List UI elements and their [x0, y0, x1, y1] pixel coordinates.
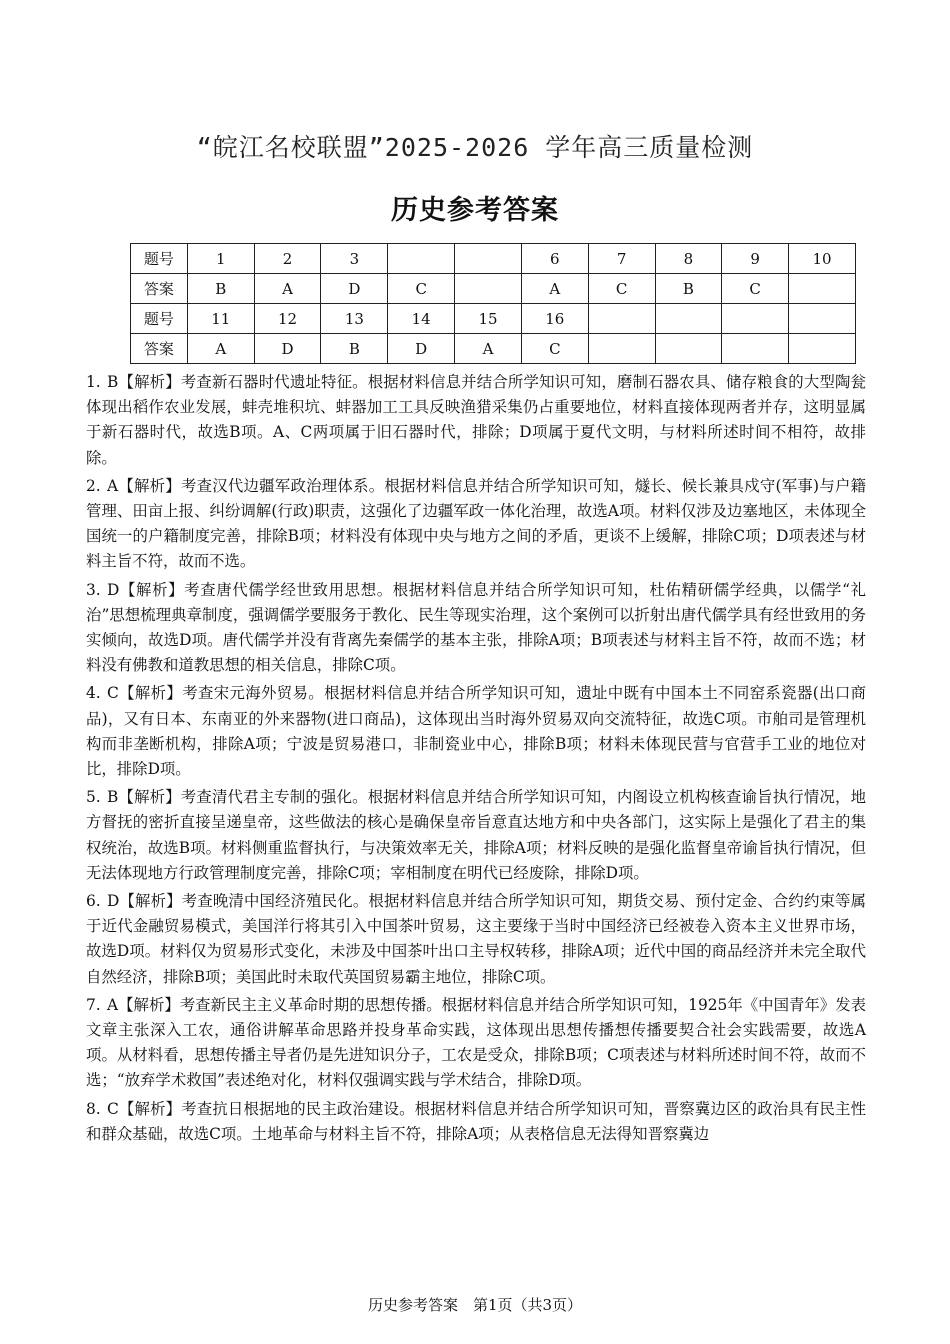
table-cell: 13	[321, 304, 388, 334]
table-row-header: 题号	[131, 244, 188, 274]
table-cell	[588, 334, 655, 364]
explanation-item	[86, 1097, 866, 1147]
explanation-number: 1.	[86, 373, 101, 391]
table-row	[131, 304, 856, 334]
table-row	[131, 244, 856, 274]
table-cell: D	[254, 334, 321, 364]
table-cell	[722, 304, 789, 334]
explanation-number: 5.	[86, 788, 101, 807]
table-cell	[588, 304, 655, 334]
table-cell: 11	[187, 304, 254, 334]
explanation-number: 2.	[86, 476, 101, 495]
explanation-number: 4.	[86, 684, 101, 703]
table-cell: A	[455, 334, 522, 364]
table-cell: B	[321, 334, 388, 364]
explanation-item	[86, 785, 866, 886]
explanation-item	[86, 578, 866, 679]
document-title: 历史参考答案	[391, 195, 559, 226]
table-cell: 14	[388, 304, 455, 334]
explanation-text: A【解析】考查新民主主义革命时期的思想传播。根据材料信息并结合所学知识可知，1925年《中国青年》发表文章主张深入工农，通俗讲解革命思路并投身革命实践，这体现出思想传播想传播要契合社会实践需要，故选A项。从材料看，思想传播主导者仍是先进知识分子，工农是受众，排除B项；C项表述与材料所述时间不符，故而不选；“放弃学术救国”表述绝对化，材料仅强调实践与学术结合，排除D项。	[86, 995, 866, 1090]
table-cell	[789, 274, 856, 304]
table-cell	[455, 274, 522, 304]
explanation-text: B【解析】考查清代君主专制的强化。根据材料信息并结合所学知识可知，内阁设立机构核查谕旨执行情况，地方督抚的密折直接呈递皇帝，这些做法的核心是确保皇帝旨意直达地方和中央各部门，这实际上是强化了君主的集权统治，故选B项。材料侧重监督执行，与决策效率无关，排除A项；材料反映的是强化监督皇帝谕旨执行情况，但无法体现地方行政管理制度完善，排除C项；宰相制度在明代已经废除，排除D项。	[86, 788, 866, 882]
exam-header-title: “皖江名校联盟”2025-2026 学年高三质量检测	[196, 133, 754, 162]
table-cell	[655, 304, 722, 334]
explanation-text: D【解析】考查唐代儒学经世致用思想。根据材料信息并结合所学知识可知，杜佑精研儒学经典，以儒学“礼治”思想梳理典章制度，强调儒学要服务于教化、民生等现实治理，这个案例可以折射出唐代儒学具有经世致用的务实倾向，故选D项。唐代儒学并没有背离先秦儒学的基本主张，排除A项；B项表述与材料主旨不符，故而不选；材料没有佛教和道教思想的相关信息，排除C项。	[86, 580, 866, 675]
table-row	[131, 274, 856, 304]
explanation-text: B【解析】考查新石器时代遗址特征。根据材料信息并结合所学知识可知，磨制石器农具、储存粮食的大型陶瓮体现出稻作农业发展，蚌壳堆积坑、蚌器加工工具反映渔猎采集仍占重要地位，材料直接体现两者并存，这明显属于新石器时代，故选B项。A、C两项属于旧石器时代，排除；D项属于夏代文明，与材料所述时间不相符，故排除。	[86, 373, 866, 467]
table-cell: 10	[789, 244, 856, 274]
explanation-number: 7.	[86, 995, 101, 1014]
table-cell	[789, 304, 856, 334]
table-cell: 7	[588, 244, 655, 274]
table-row	[131, 334, 856, 364]
table-cell: C	[588, 274, 655, 304]
table-cell: A	[521, 274, 588, 304]
table-cell: 9	[722, 244, 789, 274]
table-cell	[455, 244, 522, 274]
table-cell: 1	[187, 244, 254, 274]
explanation-text: A【解析】考查汉代边疆军政治理体系。根据材料信息并结合所学知识可知，燧长、候长兼具戍守(军事)与户籍管理、田亩上报、纠纷调解(行政)职责，这强化了边疆军政一体化治理，故选A项。材料仅涉及边塞地区，未体现全国统一的户籍制度完善，排除B项；材料没有体现中央与地方之间的矛盾，更谈不上缓解，排除C项；D项表述与材料主旨不符，故而不选。	[86, 476, 866, 571]
explanation-item	[86, 889, 866, 990]
explanation-number: 6.	[86, 892, 101, 911]
table-cell: D	[321, 274, 388, 304]
table-cell	[789, 334, 856, 364]
table-cell	[388, 244, 455, 274]
table-cell	[722, 334, 789, 364]
table-cell: 15	[455, 304, 522, 334]
table-cell: 8	[655, 244, 722, 274]
table-cell: 3	[321, 244, 388, 274]
explanation-text: C【解析】考查宋元海外贸易。根据材料信息并结合所学知识可知，遗址中既有中国本土不同窑系瓷器(出口商品)，又有日本、东南亚的外来器物(进口商品)，这体现出当时海外贸易双向交流特征，故选C项。市舶司是管理机构而非垄断机构，排除A项；宁波是贸易港口，非制瓷业中心，排除B项；材料未体现民营与官营手工业的地位对比，排除D项。	[86, 684, 866, 779]
table-cell	[655, 334, 722, 364]
explanation-item	[86, 993, 866, 1094]
explanation-item	[86, 681, 866, 782]
page-footer: 历史参考答案 第1页（共3页）	[367, 1296, 583, 1314]
explanation-text: C【解析】考查抗日根据地的民主政治建设。根据材料信息并结合所学知识可知，晋察冀边区的政治具有民主性和群众基础，故选C项。土地革命与材料主旨不符，排除A项；从表格信息无法得知晋察冀边	[86, 1099, 866, 1143]
table-row-header: 答案	[131, 334, 188, 364]
explanation-number: 8.	[86, 1099, 101, 1118]
table-cell: A	[254, 274, 321, 304]
table-cell: A	[187, 334, 254, 364]
explanations-list	[86, 370, 866, 1150]
table-cell: C	[722, 274, 789, 304]
table-cell: D	[388, 334, 455, 364]
table-cell: B	[187, 274, 254, 304]
table-cell: C	[388, 274, 455, 304]
table-cell: C	[521, 334, 588, 364]
table-row-header: 答案	[131, 274, 188, 304]
table-cell: 2	[254, 244, 321, 274]
table-cell: 12	[254, 304, 321, 334]
table-cell: 16	[521, 304, 588, 334]
table-cell: B	[655, 274, 722, 304]
explanation-item	[86, 370, 866, 471]
explanation-number: 3.	[86, 580, 101, 599]
table-row-header: 题号	[131, 304, 188, 334]
explanation-text: D【解析】考查晚清中国经济殖民化。根据材料信息并结合所学知识可知，期货交易、预付定金、合约约束等属于近代金融贸易模式，美国洋行将其引入中国茶叶贸易，这主要缘于当时中国经济已经被卷入资本主义世界市场，故选D项。材料仅为贸易形式变化，未涉及中国茶叶出口主导权转移，排除A项；近代中国的商品经济并未完全取代自然经济，排除B项；美国此时未取代英国贸易霸主地位，排除C项。	[86, 892, 866, 986]
answer-table	[130, 243, 856, 364]
explanation-item	[86, 474, 866, 575]
table-cell: 6	[521, 244, 588, 274]
